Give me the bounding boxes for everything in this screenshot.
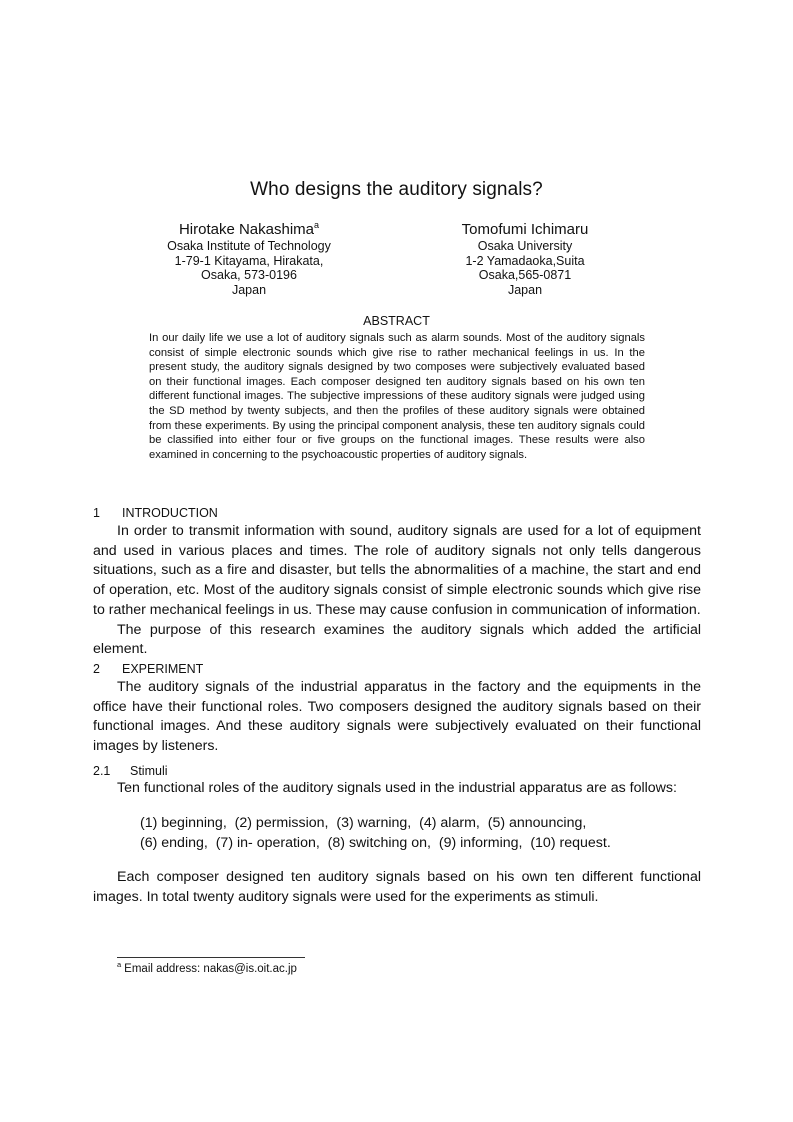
paragraph: Each composer designed ten auditory signals based on his own ten different functional images. In total twenty auditory signals were used for the experiments as stimuli. — [93, 869, 701, 905]
subsection-number: 2.1 — [93, 764, 111, 778]
subsection-title: Stimuli — [130, 764, 168, 778]
paragraph: Ten functional roles of the auditory signals used in the industrial apparatus are as follows: — [117, 780, 677, 796]
list-line: (6) ending, (7) in- operation, (8) switching on, (9) informing, (10) request. — [140, 834, 611, 851]
footnote-marker: a — [117, 960, 122, 969]
section-heading-experiment — [93, 662, 203, 676]
paragraph: The purpose of this research examines the auditory signals which added the artificial element. — [93, 621, 701, 658]
footnote — [117, 960, 297, 975]
functional-roles-list — [140, 814, 611, 853]
author-institution: Osaka Institute of Technology — [167, 239, 331, 253]
footnote-divider — [117, 957, 305, 958]
stimuli-intro — [93, 779, 701, 799]
section-heading-introduction — [93, 506, 218, 520]
author-address-line: Osaka, 573-0196 — [201, 268, 297, 283]
author-address-line: 1-2 Yamadaoka,Suita — [465, 253, 585, 268]
author-country: Japan — [231, 282, 267, 297]
abstract-text: In our daily life we use a lot of auditory signals such as alarm sounds. Most of the auditory signals consist of simple electronic sounds which give rise to rather mechanical feelings in us. In the present study, the auditory signals designed by two composes were subjectively evaluated based on their functional images. Each composer designed ten auditory signals based on his own ten different functional images. The subjective impressions of these auditory signals were judged using the SD method by twenty subjects, and then the profiles of these auditory signals were obtained from these experiments. By using the principal component analysis, these ten auditory signals could be classified into either four or five groups on the functional images. These results were also examined in concerning to the psychoacoustic properties of auditory signals. — [149, 332, 645, 461]
paragraph: The auditory signals of the industrial apparatus in the factory and the equipments in the office have their functional roles. Two composers designed the auditory signals based on their functional images. And these auditory signals were subjectively evaluated on their functional images by listeners. — [93, 679, 701, 755]
section-title: EXPERIMENT — [122, 662, 204, 676]
author-address-line: 1-79-1 Kitayama, Hirakata, — [174, 253, 324, 268]
author-institution: Osaka University — [477, 239, 573, 253]
footnote-text: Email address: nakas@is.oit.ac.jp — [124, 963, 297, 975]
author-block-1 — [119, 220, 379, 297]
author-block-2 — [395, 220, 655, 297]
subsection-heading-stimuli — [93, 764, 168, 778]
author-name: Tomofumi Ichimaru — [461, 221, 589, 238]
paper-title: Who designs the auditory signals? — [250, 179, 543, 200]
author-address-line: Osaka,565-0871 — [478, 268, 572, 283]
abstract-heading: ABSTRACT — [363, 314, 430, 328]
author-name: Hirotake Nakashima$^a$ — [178, 220, 320, 238]
author-country: Japan — [507, 282, 543, 297]
stimuli-closing — [93, 868, 701, 907]
section-number: 2 — [93, 662, 100, 676]
experiment-body — [93, 678, 701, 757]
paragraph: In order to transmit information with sound, auditory signals are used for a lot of equipment and used in various places and times. The role of auditory signals not only tells dangerous situations, such as a fire and disaster, but tells the abnormalities of a machine, the start and end of operation, etc. Most of the auditory signals consist of simple electronic sounds which give rise to rather mechanical feelings in us. These may cause confusion in communication of information. — [93, 523, 701, 618]
section-title: INTRODUCTION — [122, 506, 218, 520]
list-line: (1) beginning, (2) permission, (3) warning, (4) alarm, (5) announcing, — [140, 815, 587, 831]
section-number: 1 — [93, 506, 100, 520]
introduction-body — [93, 522, 701, 660]
footnote-marker: a — [314, 220, 320, 230]
